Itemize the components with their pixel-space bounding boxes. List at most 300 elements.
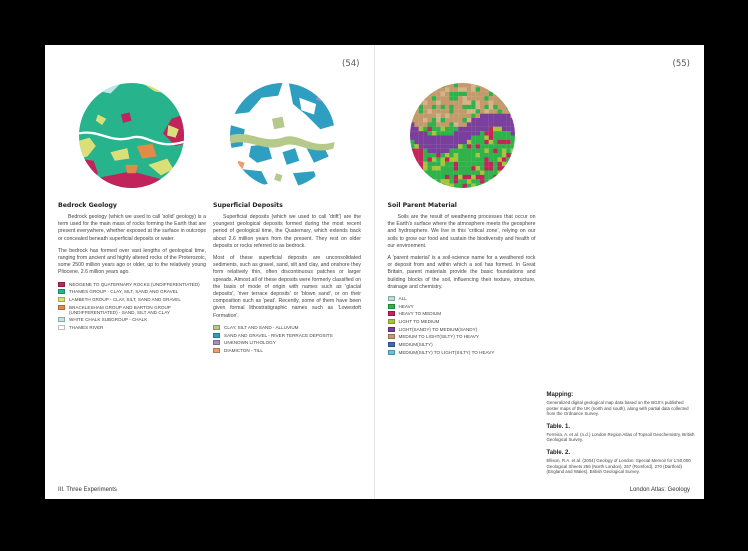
soil-grid-cell [480, 144, 484, 148]
soil-grid-cell [440, 179, 444, 183]
soil-grid-cell [449, 157, 453, 161]
soil-parent-material-section [388, 202, 536, 358]
soil-grid-cell [480, 175, 484, 179]
soil-grid-cell [510, 87, 514, 91]
soil-grid-cell [484, 136, 488, 140]
soil-grid-cell [506, 101, 510, 105]
soil-grid-cell [423, 101, 427, 105]
soil-grid-cell [436, 171, 440, 175]
soil-grid-cell [410, 175, 414, 179]
soil-grid-cell [475, 140, 479, 144]
soil-grid-cell [453, 162, 457, 166]
soil-grid-cell [410, 131, 414, 135]
soil-grid-cell [453, 179, 457, 183]
soil-grid-cell [462, 118, 466, 122]
superficial-deposits-section [213, 202, 361, 356]
soil-grid-cell [506, 127, 510, 131]
soil-grid-cell [423, 131, 427, 135]
soil-grid-cell [488, 114, 492, 118]
soil-grid-cell [501, 101, 505, 105]
soil-grid-cell [449, 149, 453, 153]
soil-grid-cell [436, 122, 440, 126]
soil-grid-cell [475, 131, 479, 135]
soil-grid-cell [484, 162, 488, 166]
soil-grid-cell [484, 96, 488, 100]
soil-grid-cell [462, 153, 466, 157]
soil-grid-cell [418, 118, 422, 122]
soil-grid-cell [431, 157, 435, 161]
soil-grid-cell [440, 127, 444, 131]
soil-grid-cell [480, 184, 484, 188]
legend-label: ALL [398, 296, 407, 302]
soil-grid-cell [462, 114, 466, 118]
legend-label: SAND AND GRAVEL - RIVER TERRACE DEPOSITS [224, 332, 333, 338]
soil-grid-cell [431, 83, 435, 87]
soil-grid-cell [506, 83, 510, 87]
soil-grid-cell [436, 127, 440, 131]
soil-grid-cell [506, 96, 510, 100]
soil-grid-cell [427, 131, 431, 135]
soil-grid-cell [484, 92, 488, 96]
soil-grid-cell [488, 105, 492, 109]
soil-grid-cell [493, 140, 497, 144]
soil-grid-cell [418, 83, 422, 87]
soil-grid-cell [440, 162, 444, 166]
soil-grid-cell [410, 184, 414, 188]
legend-item [58, 297, 206, 302]
soil-grid-cell [480, 109, 484, 113]
soil-grid-cell [501, 184, 505, 188]
soil-grid-cell [445, 92, 449, 96]
soil-grid-cell [449, 101, 453, 105]
soil-grid-cell [418, 109, 422, 113]
soil-grid-cell [493, 136, 497, 140]
soil-grid-cell [418, 157, 422, 161]
soil-grid-cell [436, 166, 440, 170]
soil-grid-cell [418, 101, 422, 105]
soil-grid-cell [475, 162, 479, 166]
legend-swatch [58, 282, 65, 287]
soil-grid-cell [453, 114, 457, 118]
soil-grid-cell [471, 171, 475, 175]
soil-grid-cell [480, 149, 484, 153]
soil-grid-cell [506, 118, 510, 122]
soil-grid-cell [418, 184, 422, 188]
soil-grid-cell [431, 131, 435, 135]
soil-grid-cell [440, 131, 444, 135]
soil-grid-cell [458, 171, 462, 175]
soil-grid-cell [449, 144, 453, 148]
soil-grid-cell [480, 179, 484, 183]
soil-grid-cell [431, 179, 435, 183]
soil-grid-cell [462, 83, 466, 87]
soil-grid-cell [497, 157, 501, 161]
soil-grid-cell [458, 114, 462, 118]
legend-label: WHITE CHALK SUBGROUP - CHALK [69, 317, 148, 323]
soil-grid-cell [414, 127, 418, 131]
soil-grid-cell [423, 149, 427, 153]
soil-grid-cell [506, 179, 510, 183]
soil-grid-cell [484, 122, 488, 126]
soil-grid-cell [410, 149, 414, 153]
soil-grid-cell [493, 157, 497, 161]
soil-grid-cell [445, 149, 449, 153]
soil-grid-cell [431, 149, 435, 153]
soil-grid-cell [410, 136, 414, 140]
soil-grid-cell [410, 157, 414, 161]
soil-grid-cell [414, 83, 418, 87]
soil-grid-cell [453, 184, 457, 188]
page-number: (55) [672, 59, 690, 69]
soil-grid-cell [484, 157, 488, 161]
soil-grid-cell [418, 136, 422, 140]
soil-grid-cell [427, 114, 431, 118]
soil-grid-cell [510, 184, 514, 188]
soil-grid-cell [436, 162, 440, 166]
soil-grid-cell [423, 144, 427, 148]
soil-grid-cell [423, 122, 427, 126]
legend-label: MEDIUM(SILTY) TO LIGHT(SILTY) TO HEAVY [398, 349, 495, 355]
soil-grid-cell [501, 153, 505, 157]
legend-label: HEAVY [398, 303, 414, 309]
soil-grid-cell [414, 175, 418, 179]
soil-grid-cell [427, 127, 431, 131]
soil-grid-cell [427, 122, 431, 126]
soil-grid-cell [458, 179, 462, 183]
soil-grid-cell [453, 92, 457, 96]
soil-grid-cell [510, 149, 514, 153]
soil-grid-cell [480, 105, 484, 109]
soil-grid-cell [510, 166, 514, 170]
soil-grid-cell [440, 171, 444, 175]
soil-grid-cell [471, 166, 475, 170]
soil-grid-cell [458, 140, 462, 144]
soil-grid-cell [462, 87, 466, 91]
soil-grid-cell [440, 166, 444, 170]
soil-grid-cell [440, 96, 444, 100]
soil-grid-cell [493, 87, 497, 91]
soil-grid-cell [510, 179, 514, 183]
soil-grid-cell [436, 92, 440, 96]
soil-grid-cell [440, 149, 444, 153]
soil-grid-cell [458, 105, 462, 109]
soil-grid-cell [458, 122, 462, 126]
soil-grid-cell [488, 92, 492, 96]
soil-grid-cell [414, 92, 418, 96]
soil-grid-cell [501, 118, 505, 122]
soil-grid-cell [414, 101, 418, 105]
soil-grid-cell [506, 184, 510, 188]
soil-grid-cell [480, 101, 484, 105]
soil-grid-cell [418, 171, 422, 175]
legend-swatch [213, 348, 220, 353]
soil-grid-cell [453, 87, 457, 91]
soil-grid-cell [410, 83, 414, 87]
soil-grid-cell [493, 144, 497, 148]
soil-grid-cell [449, 83, 453, 87]
soil-grid-cell [462, 140, 466, 144]
soil-grid-cell [418, 153, 422, 157]
soil-grid-cell [506, 171, 510, 175]
soil-grid-cell [414, 87, 418, 91]
soil-grid-cell [445, 131, 449, 135]
soil-grid-cell [440, 157, 444, 161]
soil-grid-cell [458, 131, 462, 135]
table2-heading: Table. 2. [546, 449, 571, 456]
soil-grid-cell [410, 101, 414, 105]
soil-grid-cell [414, 157, 418, 161]
soil-grid-cell [418, 114, 422, 118]
legend-item [388, 327, 536, 332]
soil-grid-cell [458, 92, 462, 96]
paragraph: Most of these superficial deposits are unconsolidated sediments, such as gravel, sand, silt and clay, and onshore they form relatively thin, often discontinuous patches or larger spreads. Almost all of these deposits were formerly classified on the basis of mode of origin with names such as 'glacial deposits', 'river terrace deposits' or 'blown sand', or on their composition such as 'peat'. Recently, some of them have been given formal lithostratigraphic names such as 'Lowestoft Formation'. [213, 255, 361, 319]
soil-grid-cell [462, 162, 466, 166]
soil-grid-cell [480, 83, 484, 87]
soil-grid-cell [423, 114, 427, 118]
soil-grid-cell [436, 96, 440, 100]
legend-swatch [388, 296, 395, 301]
soil-grid-cell [418, 162, 422, 166]
soil-grid-cell [510, 96, 514, 100]
soil-grid-cell [449, 166, 453, 170]
soil-grid-cell [493, 171, 497, 175]
soil-grid-cell [488, 171, 492, 175]
soil-grid-cell [423, 118, 427, 122]
soil-grid-cell [418, 105, 422, 109]
soil-grid-cell [453, 118, 457, 122]
soil-grid-cell [418, 127, 422, 131]
soil-grid-cell [427, 140, 431, 144]
soil-grid-cell [501, 140, 505, 144]
soil-parent-material-map [410, 83, 515, 188]
soil-grid-cell [466, 87, 470, 91]
soil-grid-cell [414, 140, 418, 144]
soil-grid-cell [410, 109, 414, 113]
source-notes [547, 392, 697, 482]
soil-grid-cell [462, 136, 466, 140]
soil-grid-cell [475, 92, 479, 96]
soil-grid-cell [453, 166, 457, 170]
soil-grid-cell [462, 166, 466, 170]
soil-grid-cell [410, 171, 414, 175]
soil-grid-cell [488, 149, 492, 153]
soil-grid-cell [471, 109, 475, 113]
soil-grid-cell [497, 136, 501, 140]
legend-item [58, 289, 206, 294]
soil-grid-cell [471, 144, 475, 148]
soil-grid-cell [501, 122, 505, 126]
soil-grid-cell [427, 96, 431, 100]
soil-grid-cell [445, 175, 449, 179]
soil-grid-cell [471, 175, 475, 179]
soil-grid-cell [488, 127, 492, 131]
soil-grid-cell [493, 184, 497, 188]
soil-grid-cell [449, 184, 453, 188]
soil-grid-cell [436, 157, 440, 161]
soil-grid-cell [501, 109, 505, 113]
soil-grid-cell [471, 122, 475, 126]
soil-grid-cell [475, 83, 479, 87]
soil-grid-cell [418, 122, 422, 126]
legend-item [213, 333, 361, 338]
mapping-heading: Mapping: [546, 392, 574, 398]
legend-item [388, 334, 536, 339]
soil-grid-cell [410, 127, 414, 131]
soil-grid-cell [484, 175, 488, 179]
soil-grid-cell [410, 114, 414, 118]
soil-grid-cell [480, 166, 484, 170]
soil-grid-cell [414, 144, 418, 148]
soil-grid-cell [449, 131, 453, 135]
soil-grid-cell [497, 122, 501, 126]
soil-grid-cell [506, 162, 510, 166]
soil-grid-cell [453, 105, 457, 109]
soil-grid-cell [497, 131, 501, 135]
soil-grid-cell [423, 140, 427, 144]
soil-grid-cell [445, 136, 449, 140]
legend-swatch [388, 311, 395, 316]
soil-grid-cell [510, 157, 514, 161]
soil-grid-cell [453, 109, 457, 113]
legend-swatch [213, 340, 220, 345]
section-title: Bedrock Geology [58, 202, 117, 209]
soil-grid-cell [431, 162, 435, 166]
soil-grid-cell [453, 153, 457, 157]
soil-grid-cell [436, 87, 440, 91]
soil-grid-cell [466, 114, 470, 118]
soil-grid-cell [414, 131, 418, 135]
soil-grid-cell [449, 171, 453, 175]
soil-grid-cell [497, 171, 501, 175]
legend-item [388, 296, 536, 301]
soil-grid-cell [484, 83, 488, 87]
soil-grid-cell [466, 109, 470, 113]
soil-grid-cell [484, 184, 488, 188]
legend-swatch [388, 319, 395, 324]
soil-grid-cell [488, 122, 492, 126]
soil-grid-cell [497, 175, 501, 179]
soil-grid-cell [484, 149, 488, 153]
soil-grid-cell [449, 136, 453, 140]
soil-grid-cell [423, 179, 427, 183]
soil-grid-cell [506, 105, 510, 109]
soil-grid-cell [497, 87, 501, 91]
soil-grid-cell [466, 149, 470, 153]
soil-grid-cell [445, 140, 449, 144]
soil-grid-cell [510, 109, 514, 113]
footer-text: London Atlas: Geology [629, 487, 690, 493]
soil-grid-cell [414, 149, 418, 153]
soil-grid-cell [471, 127, 475, 131]
soil-grid-cell [423, 153, 427, 157]
soil-grid-cell [488, 131, 492, 135]
soil-grid-cell [497, 109, 501, 113]
soil-grid-cell [418, 179, 422, 183]
soil-grid-cell [501, 92, 505, 96]
soil-grid-cell [510, 83, 514, 87]
soil-grid-cell [471, 136, 475, 140]
legend-swatch [388, 342, 395, 347]
soil-grid-cell [506, 122, 510, 126]
soil-grid-cell [501, 144, 505, 148]
soil-grid-cell [431, 153, 435, 157]
soil-grid-cell [410, 105, 414, 109]
soil-grid-cell [453, 149, 457, 153]
soil-grid-cell [440, 175, 444, 179]
soil-grid-cell [418, 144, 422, 148]
soil-grid-cell [462, 101, 466, 105]
soil-grid-cell [445, 171, 449, 175]
soil-grid-cell [506, 175, 510, 179]
soil-grid-cell [484, 105, 488, 109]
soil-grid-cell [510, 131, 514, 135]
soil-grid-cell [453, 136, 457, 140]
soil-grid-cell [493, 114, 497, 118]
soil-grid-cell [475, 118, 479, 122]
soil-grid-cell [449, 96, 453, 100]
soil-grid-cell [480, 118, 484, 122]
soil-grid-cell [480, 131, 484, 135]
soil-grid-cell [484, 179, 488, 183]
soil-grid-cell [471, 87, 475, 91]
soil-grid-cell [423, 92, 427, 96]
soil-grid-cell [453, 101, 457, 105]
soil-grid-cell [480, 136, 484, 140]
soil-grid-cell [427, 157, 431, 161]
soil-grid-cell [497, 83, 501, 87]
soil-grid-cell [497, 101, 501, 105]
legend-swatch [213, 325, 220, 330]
soil-grid-cell [471, 101, 475, 105]
soil-grid-cell [466, 101, 470, 105]
soil-grid-cell [501, 179, 505, 183]
soil-grid-cell [510, 122, 514, 126]
soil-grid-cell [475, 153, 479, 157]
soil-grid-cell [410, 118, 414, 122]
soil-grid-cell [471, 140, 475, 144]
soil-grid-cell [471, 114, 475, 118]
soil-grid-cell [445, 179, 449, 183]
legend-item [213, 325, 361, 330]
soil-grid-cell [431, 171, 435, 175]
paragraph: A 'parent material' is a soil-science name for a weathered rock or deposit from and within which a soil has formed. In Great Britain, parent materials provide the basic foundations and building blocks of the soil, influencing their texture, structure, drainage and chemistry. [387, 255, 536, 290]
soil-grid-cell [493, 109, 497, 113]
soil-grid-cell [440, 114, 444, 118]
soil-grid-cell [423, 96, 427, 100]
soil-grid-cell [418, 140, 422, 144]
legend-item [58, 282, 206, 287]
soil-grid-cell [449, 109, 453, 113]
soil-grid-cell [493, 92, 497, 96]
legend-item [213, 340, 361, 345]
soil-grid-cell [493, 175, 497, 179]
soil-grid-cell [449, 127, 453, 131]
soil-grid-cell [445, 162, 449, 166]
soil-grid-cell [445, 109, 449, 113]
soil-grid-cell [418, 87, 422, 91]
soil-grid-cell [440, 122, 444, 126]
soil-grid-cell [445, 114, 449, 118]
soil-grid-cell [458, 162, 462, 166]
soil-grid-cell [466, 184, 470, 188]
legend-label: MEDIUM TO LIGHT(SILTY) TO HEAVY [398, 334, 479, 340]
soil-grid-cell [501, 96, 505, 100]
soil-grid-cell [501, 87, 505, 91]
table1-text: Ferreira, A. et al. (n.d.) London Region Atlas of Topsoil Geochemistry. British Geological Survey. [546, 431, 695, 443]
soil-grid-cell [475, 149, 479, 153]
legend-label: THAMES RIVER [69, 325, 104, 331]
soil-grid-cell [488, 118, 492, 122]
